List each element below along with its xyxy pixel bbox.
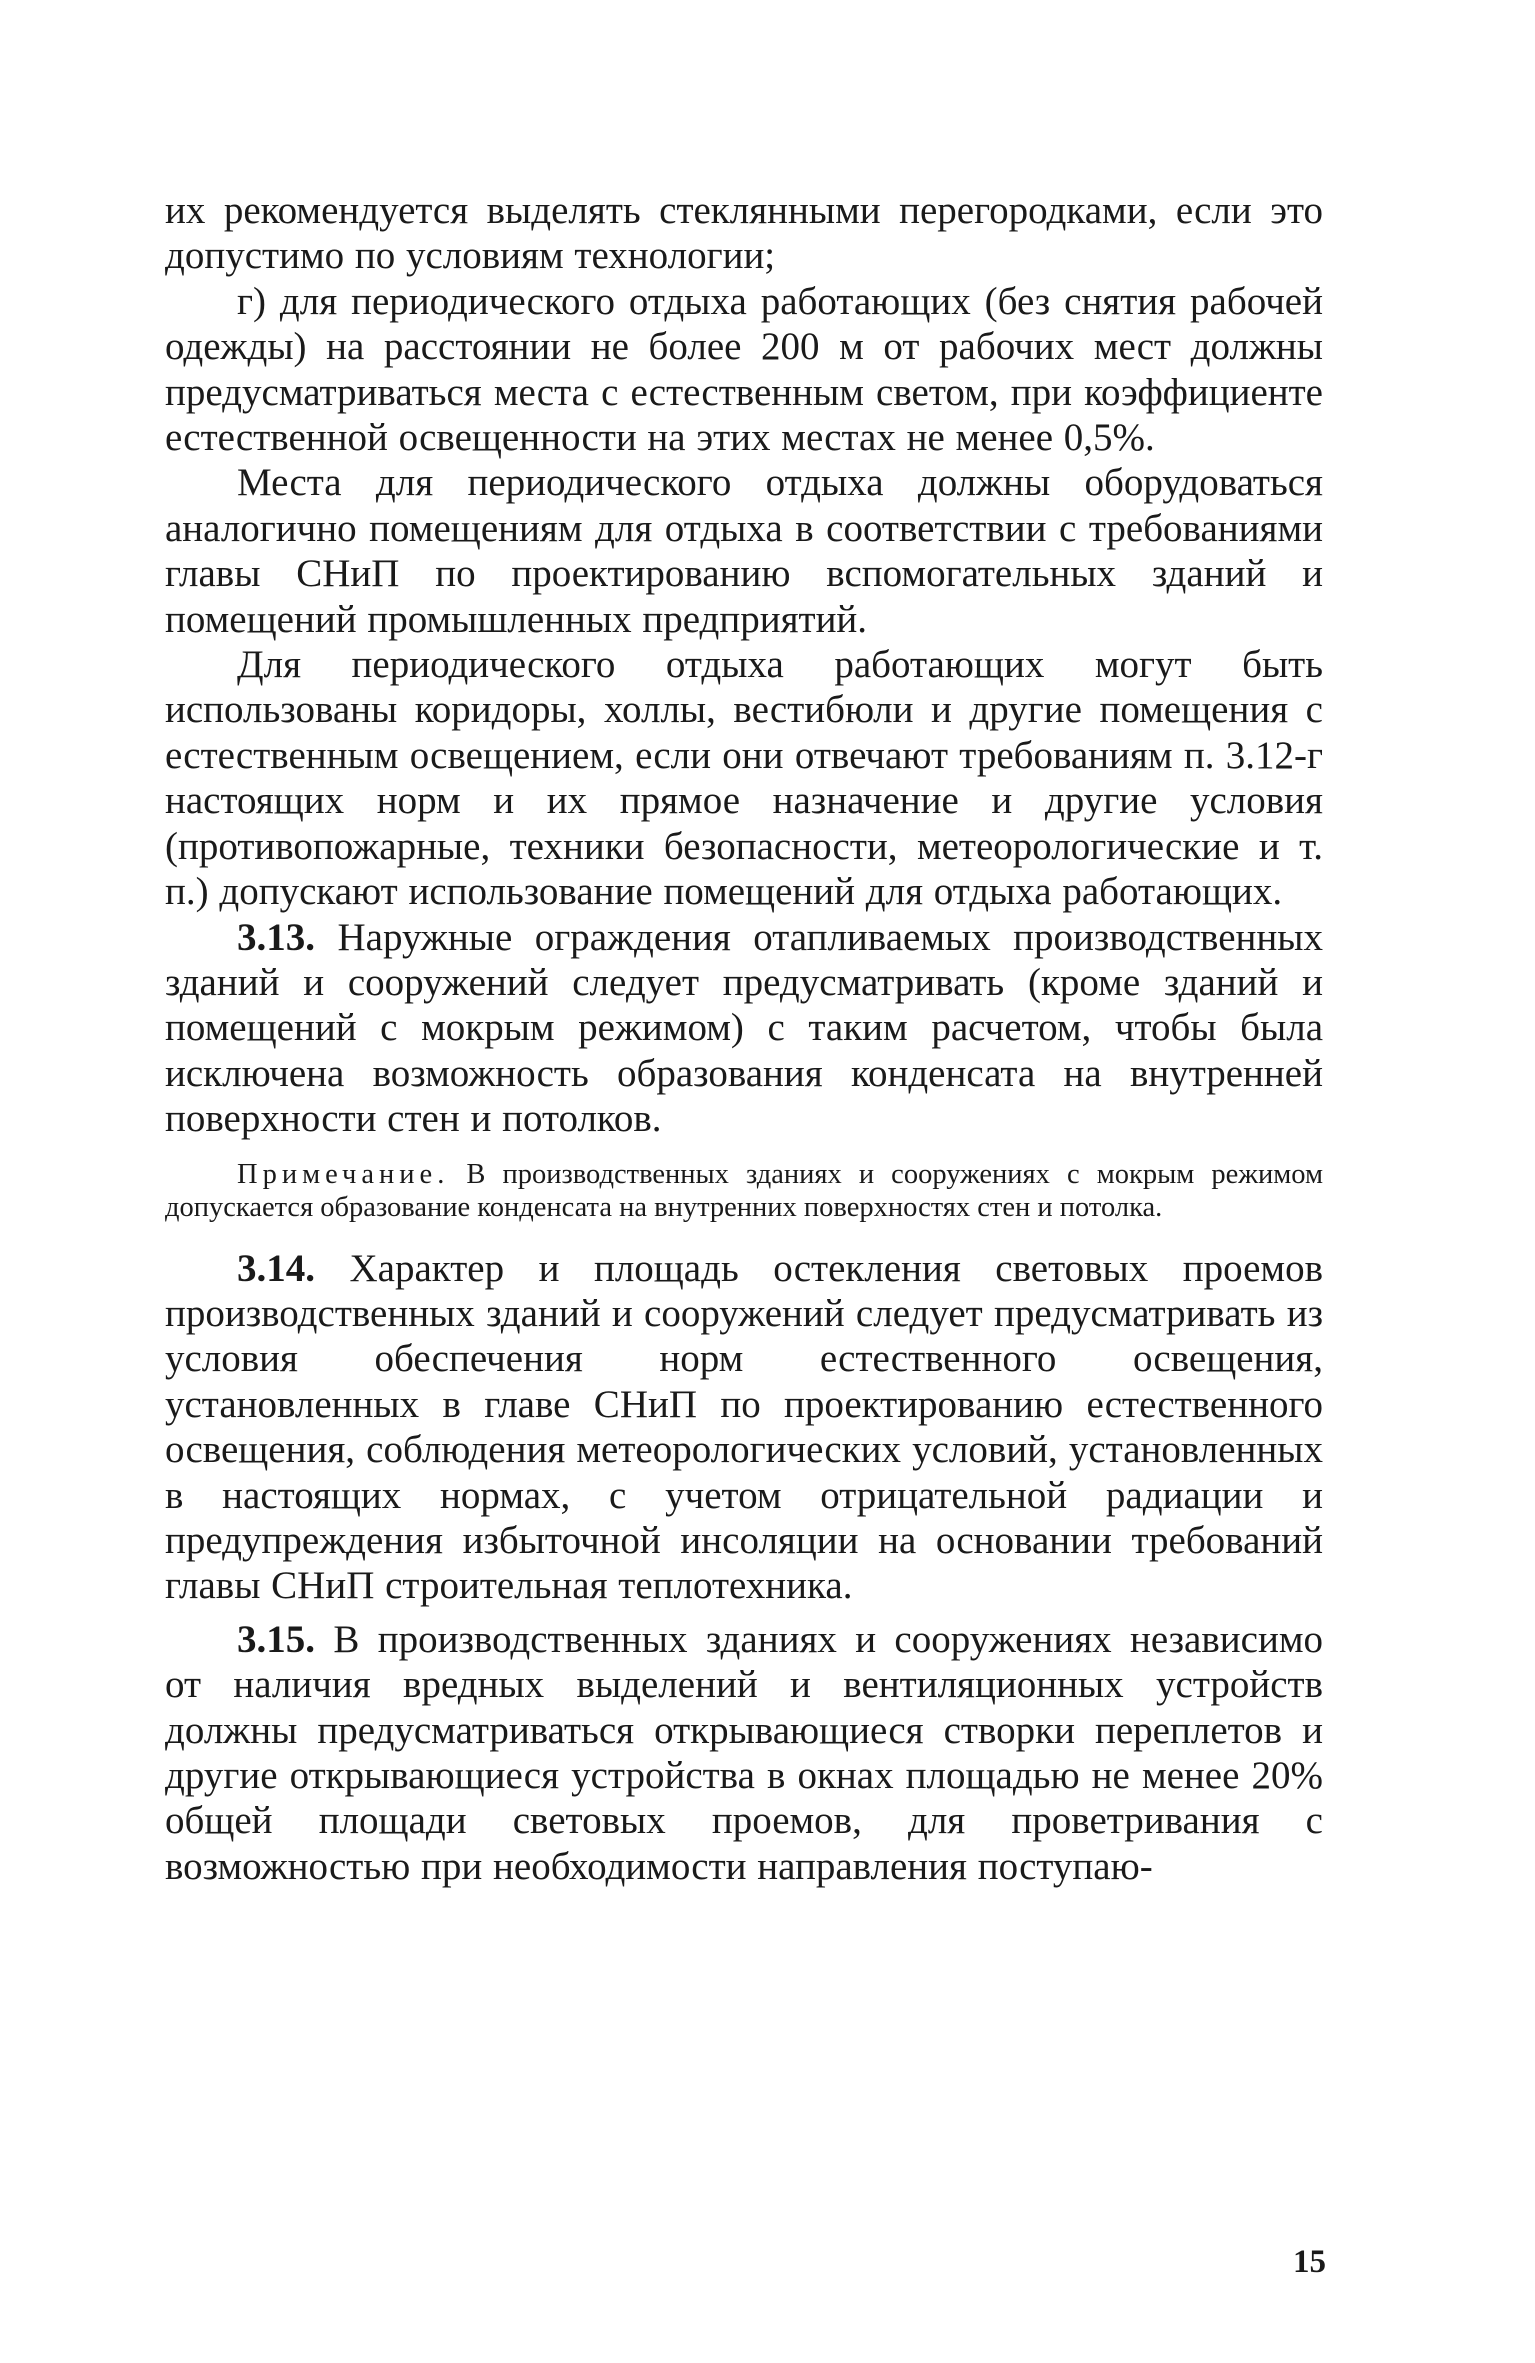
paragraph-text: Характер и площадь остекления световых проемов производственных зданий и сооружений следует предусматривать из условия обеспечения норм естественного освещения, установленных в главе СНиП по проектированию естественного освещения, соблюдения метеорологических условий, установленных в настоящих нормах, с учетом отрицательной радиации и предупреждения избыточной инсоляции на основании требований главы СНиП строительная теплотехника. <box>165 1246 1323 1608</box>
page-number: 15 <box>1293 2244 1326 2280</box>
paragraph-text: Для периодического отдыха работающих могут быть использованы коридоры, холлы, вестибюли и другие помещения с естественным освещением, если они отвечают требованиям п. 3.12-г настоящих норм и их прямое назначение и другие условия (противопожарные, техники безопасности, метеорологические и т. п.) допускают использование помещений для отдыха работающих. <box>165 643 1323 914</box>
paragraph-rest-places <box>165 460 1323 642</box>
paragraph-section-3-13 <box>165 915 1323 1142</box>
paragraph-text: В производственных зданиях и сооружениях независимо от наличия вредных выделений и вентиляционных устройств должны предусматриваться открывающиеся створки переплетов и другие открывающиеся устройства в окнах площадью не менее 20% общей площади световых проемов, для проветривания с возможностью при необходимости направления поступаю- <box>165 1617 1324 1888</box>
section-number: 3.15. <box>237 1617 315 1661</box>
paragraph-text: г) для периодического отдыха работающих (без снятия рабочей одежды) на расстоянии не более 200 м от рабочих мест должны предусматриваться места с естественным светом, при коэффициенте естественной освещенности на этих местах не менее 0,5%. <box>165 279 1323 460</box>
paragraph-text: их рекомендуется выделять стеклянными перегородками, если это допустимо по условиям технологии; <box>165 189 1323 278</box>
paragraph-text: Места для периодического отдыха должны оборудоваться аналогично помещениям для отдыха в соответствии с требованиями главы СНиП по проектированию вспомогательных зданий и помещений промышленных предприятий. <box>165 461 1323 641</box>
text-column <box>165 188 1323 1889</box>
spacer <box>165 1224 1323 1246</box>
note-label: Примечание. <box>237 1158 450 1190</box>
paragraph-section-3-14 <box>165 1246 1323 1609</box>
paragraph-rest-corridors <box>165 642 1323 914</box>
paragraph-section-3-15 <box>165 1617 1323 1889</box>
section-number: 3.14. <box>237 1246 315 1290</box>
note-paragraph <box>165 1158 1323 1224</box>
paragraph-continuation <box>165 188 1323 279</box>
paragraph-item-g <box>165 279 1323 461</box>
paragraph-text: Наружные ограждения отапливаемых производственных зданий и сооружений следует предусматривать (кроме зданий и помещений с мокрым режимом) с таким расчетом, чтобы была исключена возможность образования конденсата на внутренней поверхности стен и потолков. <box>165 915 1323 1141</box>
note-text: В производственных зданиях и сооружениях с мокрым режимом допускается образование конденсата на внутренних поверхностях стен и потолка. <box>165 1158 1324 1223</box>
section-number: 3.13. <box>237 915 315 959</box>
